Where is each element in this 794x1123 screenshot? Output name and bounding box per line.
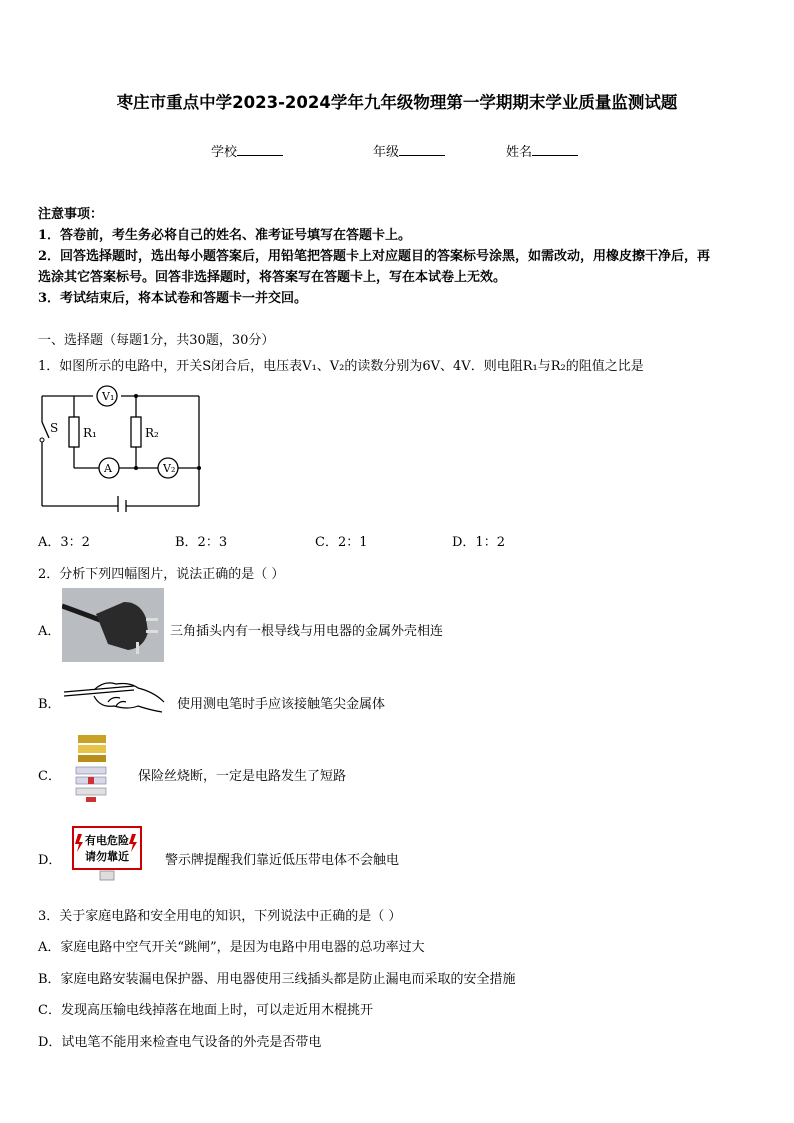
- q1-option-d[interactable]: D．1：2: [452, 535, 505, 550]
- name-label: 姓名: [506, 145, 533, 160]
- q2-option-a-label[interactable]: A．: [38, 624, 61, 639]
- notice-item: 选涂其它答案标号。回答非选择题时，将答案写在答题卡上，写在本试卷上无效。: [38, 270, 507, 285]
- q2-option-c-text: 保险丝烧断，一定是电路发生了短路: [138, 769, 347, 784]
- grade-field[interactable]: [373, 141, 445, 160]
- name-field[interactable]: [506, 141, 578, 160]
- grade-blank[interactable]: [399, 144, 445, 156]
- q3-option-d[interactable]: D．试电笔不能用来检查电气设备的外壳是否带电: [38, 1035, 322, 1050]
- notice-item: 1．答卷前，考生务必将自己的姓名、准考证号填写在答题卡上。: [38, 228, 412, 243]
- school-field[interactable]: [211, 141, 283, 160]
- warning-sign-image: [72, 826, 142, 882]
- notice-item: 2．回答选择题时，选出每小题答案后，用铅笔把答题卡上对应题目的答案标号涂黑，如需改动，用橡皮擦干净后，再: [38, 249, 711, 264]
- school-blank[interactable]: [237, 144, 283, 156]
- test-pen-hand-image: [64, 676, 166, 718]
- name-blank[interactable]: [532, 144, 578, 156]
- section-heading: 一、选择题（每题1分，共30题，30分）: [38, 333, 275, 348]
- switch-label: S: [50, 421, 59, 435]
- notice-item: 3．考试结束后，将本试卷和答题卡一并交回。: [38, 291, 308, 306]
- fuse-image: [74, 733, 110, 805]
- question-1-text: 1．如图所示的电路中，开关S闭合后，电压表V₁、V₂的读数分别为6V、4V．则电阻R₁与R₂的阻值之比是: [38, 359, 644, 374]
- q1-option-c[interactable]: C．2：1: [315, 535, 368, 550]
- page-title: 枣庄市重点中学2023-2024学年九年级物理第一学期期末学业质量监测试题: [116, 93, 678, 112]
- q1-option-a[interactable]: A．3：2: [38, 535, 90, 550]
- plug-image: [62, 588, 164, 662]
- circuit-diagram: [36, 382, 206, 512]
- q3-option-c[interactable]: C．发现高压输电线掉落在地面上时，可以走近用木棍挑开: [38, 1003, 373, 1018]
- q2-option-a-text: 三角插头内有一根导线与用电器的金属外壳相连: [170, 624, 444, 639]
- notice-heading: 注意事项：: [38, 207, 104, 222]
- q2-option-d-label[interactable]: D．: [38, 853, 62, 868]
- v1-label: V₁: [102, 390, 115, 403]
- q3-option-a[interactable]: A．家庭电路中空气开关“跳闸”，是因为电路中用电器的总功率过大: [38, 940, 425, 955]
- sign-text-2: 请勿靠近: [85, 850, 129, 863]
- sign-text-1: 有电危险: [85, 834, 129, 847]
- grade-label: 年级: [373, 145, 400, 160]
- q2-option-b-text: 使用测电笔时手应该接触笔尖金属体: [177, 697, 386, 712]
- school-label: 学校: [211, 145, 238, 160]
- question-2-text: 2．分析下列四幅图片，说法正确的是（ ）: [38, 567, 285, 582]
- q3-option-b[interactable]: B．家庭电路安装漏电保护器、用电器使用三线插头都是防止漏电而采取的安全措施: [38, 972, 516, 987]
- a-label: A: [104, 462, 112, 475]
- v2-label: V₂: [163, 462, 176, 475]
- q2-option-c-label[interactable]: C．: [38, 769, 61, 784]
- q2-option-b-label[interactable]: B．: [38, 697, 61, 712]
- r1-label: R₁: [83, 426, 97, 440]
- q1-option-b[interactable]: B．2：3: [175, 535, 228, 550]
- r2-label: R₂: [145, 426, 159, 440]
- q2-option-d-text: 警示牌提醒我们靠近低压带电体不会触电: [165, 853, 400, 868]
- question-3-text: 3．关于家庭电路和安全用电的知识，下列说法中正确的是（ ）: [38, 909, 402, 924]
